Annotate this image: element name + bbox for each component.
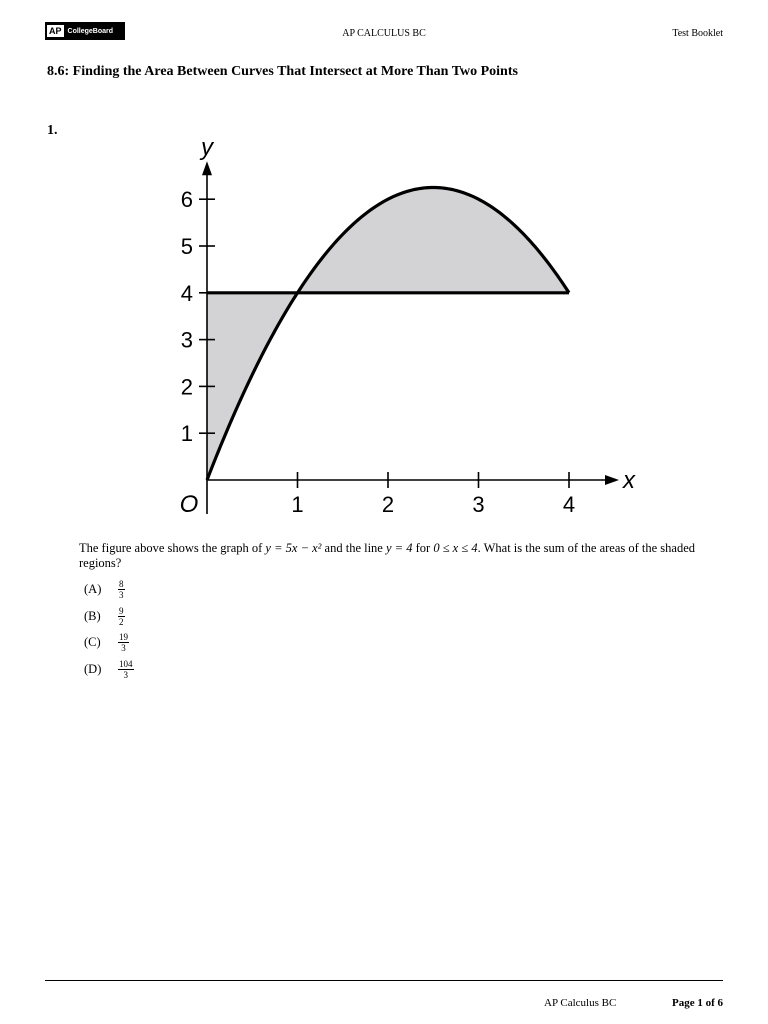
header-course-title: AP CALCULUS BC [342, 28, 426, 39]
fraction-numerator: 104 [119, 659, 133, 669]
y-tick-label: 5 [180, 234, 193, 259]
stem-domain: 0 ≤ x ≤ 4 [433, 541, 478, 555]
choice-fraction [118, 606, 125, 627]
choice-a[interactable] [84, 579, 125, 600]
choice-letter: (C) [84, 635, 101, 649]
ap-logo-text: AP [49, 26, 62, 36]
choice-c[interactable] [84, 632, 129, 653]
fraction-denominator: 3 [123, 670, 128, 680]
y-tick-label: 2 [180, 374, 193, 400]
collegeboard-logo-text: CollegeBoard [67, 27, 114, 35]
x-tick-label: 4 [562, 492, 576, 517]
x-axis-arrow [605, 475, 619, 485]
fraction-numerator: 19 [119, 632, 128, 642]
footer-divider [45, 980, 723, 981]
y-axis-label: y [201, 134, 213, 162]
section-title: 8.6: Finding the Area Between Curves That Intersect at More Than Two Points [47, 64, 518, 79]
stem-text-1: The figure above shows the graph of [79, 541, 266, 555]
x-tick-label: 3 [472, 492, 485, 517]
choice-letter: (D) [84, 662, 102, 676]
fraction-numerator: 9 [119, 606, 124, 616]
footer-course: AP Calculus BC [544, 997, 617, 1009]
stem-text-2: and the line [321, 541, 386, 555]
y-tick-label: 4 [180, 280, 193, 306]
fraction-denominator: 3 [121, 643, 126, 653]
origin-label: O [179, 491, 199, 518]
x-axis-label: x [623, 467, 635, 494]
fraction-denominator: 3 [119, 590, 124, 600]
fraction-denominator: 2 [119, 617, 124, 627]
y-axis-arrow [202, 161, 212, 175]
stem-equation-curve: y = 5x − x² [265, 541, 322, 555]
stem-equation-line: y = 4 [386, 541, 413, 555]
choice-fraction [118, 579, 125, 600]
y-tick-label: 6 [180, 187, 193, 213]
stem-text-3: for [412, 541, 434, 555]
x-tick-label: 1 [291, 492, 304, 517]
fraction-numerator: 8 [119, 579, 124, 589]
choice-letter: (A) [84, 582, 102, 596]
choice-fraction [118, 632, 129, 653]
stem-text-4: . What is the sum of the areas of the shaded regions? [79, 541, 696, 570]
choice-b[interactable] [84, 606, 125, 627]
question-number: 1. [47, 123, 58, 138]
y-tick-label: 3 [180, 327, 193, 353]
choice-d[interactable] [84, 659, 134, 680]
footer-page-number: Page 1 of 6 [671, 997, 723, 1009]
header-booklet-label: Test Booklet [672, 28, 723, 39]
choice-fraction [118, 659, 134, 680]
y-tick-label: 1 [180, 421, 193, 447]
choice-letter: (B) [84, 609, 101, 623]
question-stem [79, 541, 704, 571]
area-graph [160, 134, 640, 524]
shaded-region-left [207, 293, 298, 480]
x-tick-label: 2 [381, 492, 395, 517]
